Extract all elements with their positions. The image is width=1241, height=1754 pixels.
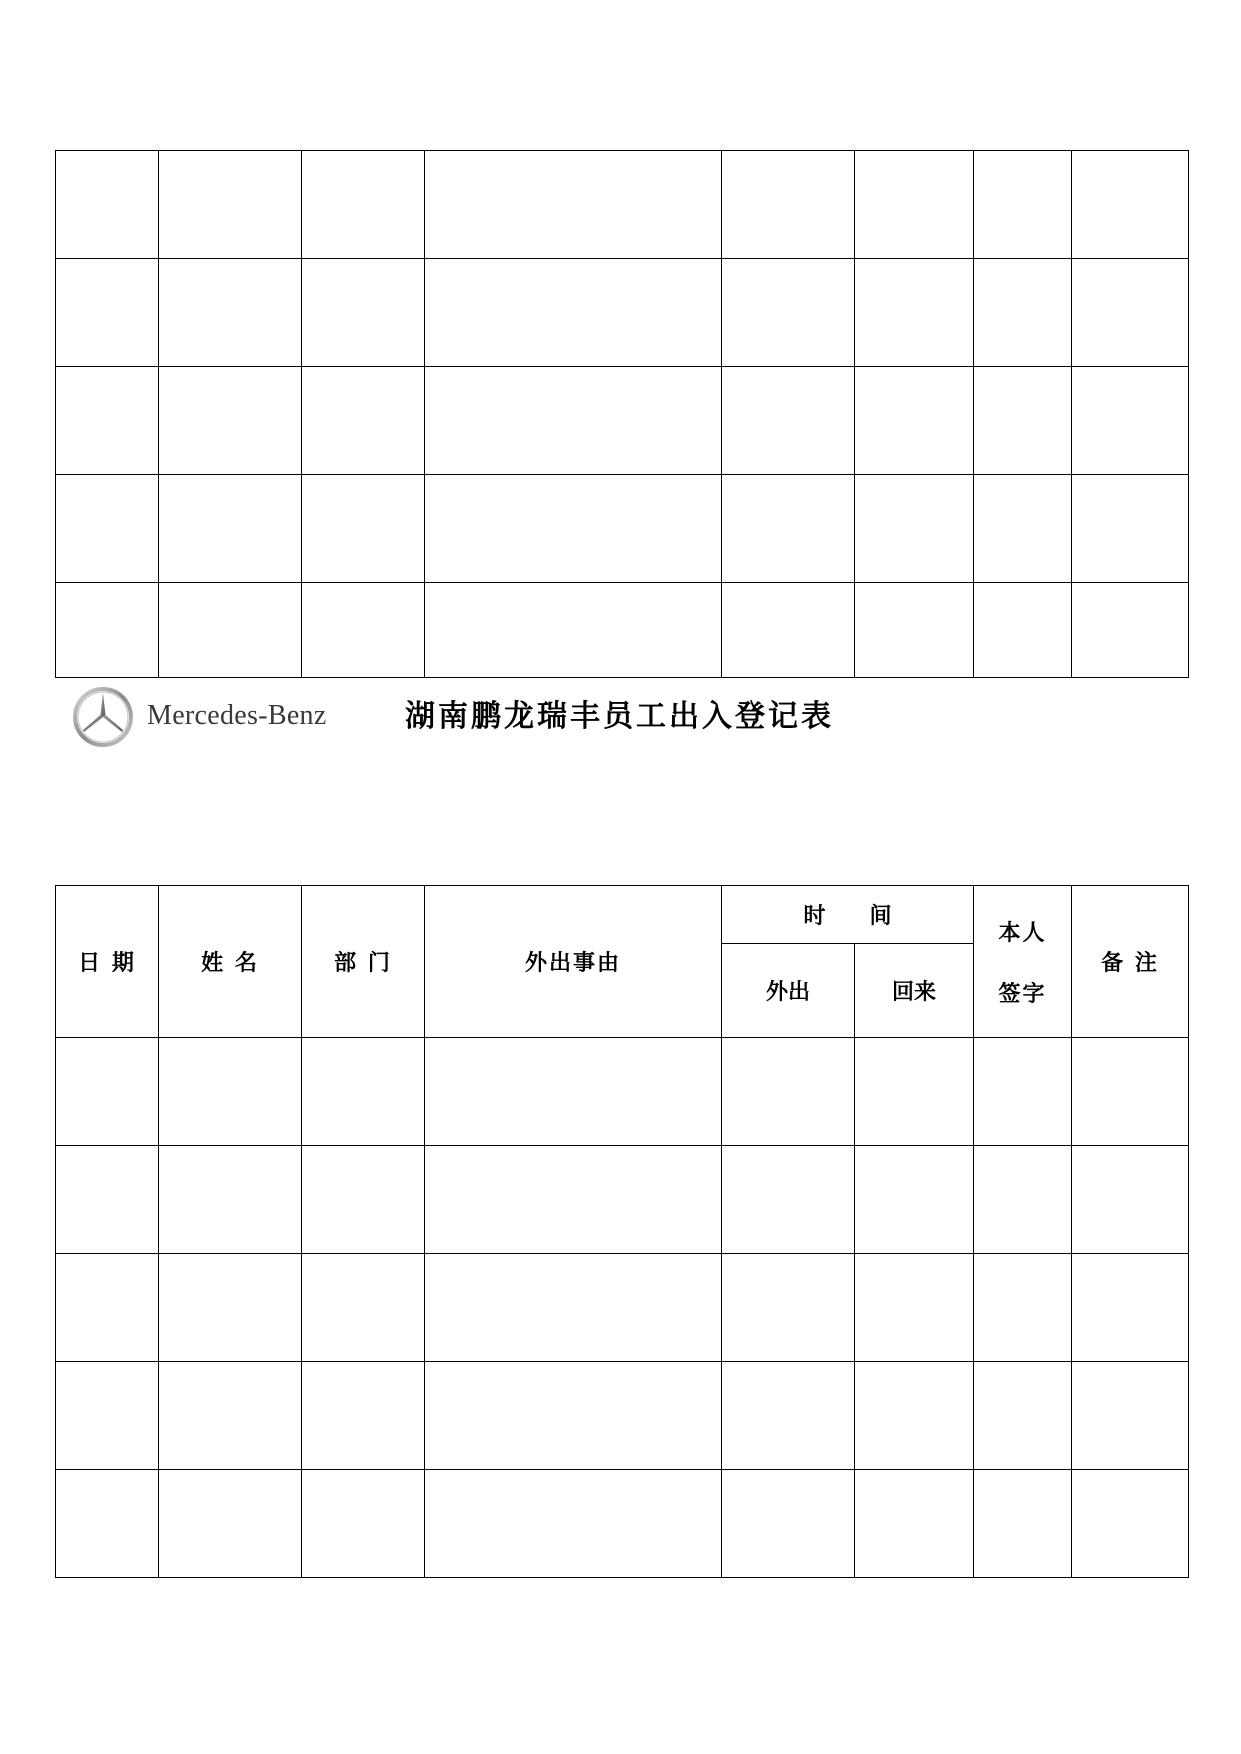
table-cell[interactable] <box>1072 475 1189 583</box>
table-cell[interactable] <box>722 1146 855 1254</box>
header-signature-line2: 签字 <box>998 980 1047 1007</box>
table-cell[interactable] <box>1072 1362 1189 1470</box>
table-row <box>56 259 1189 367</box>
table-cell[interactable] <box>722 367 855 475</box>
table-cell[interactable] <box>1072 1254 1189 1362</box>
table-row <box>56 475 1189 583</box>
table-row <box>56 367 1189 475</box>
table-cell[interactable] <box>855 367 974 475</box>
table-cell[interactable] <box>159 475 302 583</box>
table-cell[interactable] <box>56 259 159 367</box>
table-cell[interactable] <box>56 475 159 583</box>
table-cell[interactable] <box>425 259 722 367</box>
table-cell[interactable] <box>855 1254 974 1362</box>
table-cell[interactable] <box>302 259 425 367</box>
table-cell[interactable] <box>425 1254 722 1362</box>
table-cell[interactable] <box>855 259 974 367</box>
table-cell[interactable] <box>159 1254 302 1362</box>
table-cell[interactable] <box>302 367 425 475</box>
table-cell[interactable] <box>302 151 425 259</box>
table-cell[interactable] <box>722 475 855 583</box>
table-cell[interactable] <box>159 583 302 678</box>
table-cell[interactable] <box>159 151 302 259</box>
table-cell[interactable] <box>722 1254 855 1362</box>
logo-wordmark: Mercedes-Benz <box>147 700 327 731</box>
header-department: 部 门 <box>302 886 425 1038</box>
table-cell[interactable] <box>1072 259 1189 367</box>
table-cell[interactable] <box>1072 151 1189 259</box>
table-cell[interactable] <box>302 475 425 583</box>
table-cell[interactable] <box>56 151 159 259</box>
table-cell[interactable] <box>722 1470 855 1578</box>
table-cell[interactable] <box>974 1362 1072 1470</box>
table-cell[interactable] <box>974 151 1072 259</box>
table-cell[interactable] <box>425 1146 722 1254</box>
table-row <box>56 1470 1189 1578</box>
table-cell[interactable] <box>974 583 1072 678</box>
table-row <box>56 1362 1189 1470</box>
table-cell[interactable] <box>1072 1470 1189 1578</box>
header-signature-line1: 本人 <box>998 919 1047 946</box>
table-cell[interactable] <box>425 1470 722 1578</box>
header-row <box>56 886 1189 944</box>
table-cell[interactable] <box>302 1362 425 1470</box>
employee-register-table <box>55 885 1189 1578</box>
table-cell[interactable] <box>302 583 425 678</box>
table-row <box>56 1146 1189 1254</box>
table-cell[interactable] <box>425 583 722 678</box>
table-cell[interactable] <box>56 367 159 475</box>
table-cell[interactable] <box>974 1254 1072 1362</box>
header-time-return: 回来 <box>855 944 974 1038</box>
table-cell[interactable] <box>56 583 159 678</box>
table-cell[interactable] <box>56 1038 159 1146</box>
table-cell[interactable] <box>159 1362 302 1470</box>
table-cell[interactable] <box>974 1146 1072 1254</box>
header-time: 时 间 <box>722 886 974 944</box>
header-name: 姓 名 <box>159 886 302 1038</box>
table-cell[interactable] <box>1072 1146 1189 1254</box>
table-cell[interactable] <box>56 1470 159 1578</box>
table-cell[interactable] <box>425 367 722 475</box>
table-cell[interactable] <box>855 475 974 583</box>
table-cell[interactable] <box>56 1254 159 1362</box>
table-cell[interactable] <box>974 259 1072 367</box>
table-cell[interactable] <box>722 1038 855 1146</box>
table-cell[interactable] <box>855 151 974 259</box>
mercedes-star-icon <box>72 686 134 748</box>
table-cell[interactable] <box>974 1038 1072 1146</box>
table-cell[interactable] <box>425 1362 722 1470</box>
table-row <box>56 1254 1189 1362</box>
table-cell[interactable] <box>425 151 722 259</box>
header-time-out: 外出 <box>722 944 855 1038</box>
table-row <box>56 1038 1189 1146</box>
table-cell[interactable] <box>855 1470 974 1578</box>
mercedes-benz-logo <box>72 686 337 750</box>
table-cell[interactable] <box>159 1146 302 1254</box>
form-title: 湖南鹏龙瑞丰员工出入登记表 <box>405 699 834 734</box>
table-cell[interactable] <box>1072 1038 1189 1146</box>
table-cell[interactable] <box>855 1362 974 1470</box>
table-cell[interactable] <box>159 367 302 475</box>
table-cell[interactable] <box>855 583 974 678</box>
table-cell[interactable] <box>1072 583 1189 678</box>
table-cell[interactable] <box>722 259 855 367</box>
header-date: 日 期 <box>56 886 159 1038</box>
header-remarks: 备 注 <box>1072 886 1189 1038</box>
table-cell[interactable] <box>722 1362 855 1470</box>
header-signature <box>974 886 1072 1038</box>
table-cell[interactable] <box>974 475 1072 583</box>
table-cell[interactable] <box>159 259 302 367</box>
table-cell[interactable] <box>56 1146 159 1254</box>
table-cell[interactable] <box>56 1362 159 1470</box>
table-cell[interactable] <box>425 1038 722 1146</box>
top-register-table <box>55 150 1189 678</box>
table-cell[interactable] <box>302 1146 425 1254</box>
table-cell[interactable] <box>855 1146 974 1254</box>
table-cell[interactable] <box>1072 367 1189 475</box>
table-cell[interactable] <box>302 1254 425 1362</box>
header-reason: 外出事由 <box>425 886 722 1038</box>
table-cell[interactable] <box>302 1470 425 1578</box>
table-cell[interactable] <box>722 151 855 259</box>
table-cell[interactable] <box>302 1038 425 1146</box>
table-cell[interactable] <box>974 1470 1072 1578</box>
table-cell[interactable] <box>425 475 722 583</box>
table-cell[interactable] <box>722 583 855 678</box>
table-cell[interactable] <box>159 1470 302 1578</box>
table-cell[interactable] <box>855 1038 974 1146</box>
table-row <box>56 583 1189 678</box>
table-cell[interactable] <box>974 367 1072 475</box>
table-row <box>56 151 1189 259</box>
table-cell[interactable] <box>159 1038 302 1146</box>
